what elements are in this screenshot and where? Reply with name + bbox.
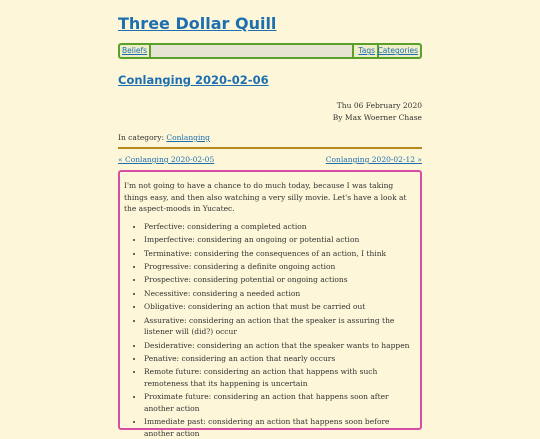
list-item: • Prospective: considering potential or ongoing actions xyxy=(144,274,414,286)
list-item: • Terminative: considering the consequences of an action, I think xyxy=(144,248,414,260)
category-link[interactable]: Conlanging xyxy=(166,133,210,142)
post-author: By Max Woerner Chase xyxy=(332,113,422,122)
list-item: • Remote future: considering an action that happens with such remoteness that its happening is uncertain xyxy=(144,366,414,389)
divider xyxy=(118,147,422,149)
list-item: • Obligative: considering an action that must be carried out xyxy=(144,301,414,313)
post-navigation xyxy=(118,155,422,166)
list-item: • Immediate past: considering an action that happens soon before another action xyxy=(144,416,414,439)
post-title-link[interactable]: Conlanging 2020-02-06 xyxy=(118,73,269,87)
category-prefix: In category: xyxy=(118,133,167,142)
list-item: • Imperfective: considering an ongoing or potential action xyxy=(144,234,414,246)
list-item: • Necessitive: considering a needed action xyxy=(144,288,414,300)
next-post-link[interactable]: Conlanging 2020-02-12 » xyxy=(325,155,422,164)
list-item: • Assurative: considering an action that the speaker is assuring the listener will (did?) occur xyxy=(144,315,414,338)
nav-beliefs-link[interactable]: Beliefs xyxy=(122,46,148,55)
post-intro: I'm not going to have a chance to do much today, because I was taking things easy, and then also watching a very silly movie. Let's have a look at the aspect-moods in Yucatec. xyxy=(124,181,407,214)
navbar xyxy=(118,43,422,59)
list-item: • Perfective: considering a completed action xyxy=(144,221,414,233)
nav-spacer xyxy=(149,45,354,57)
list-item: • Desiderative: considering an action that the speaker wants to happen xyxy=(144,340,414,352)
page xyxy=(118,0,422,438)
post-content xyxy=(118,170,422,438)
aspect-mood-list xyxy=(124,221,414,439)
post-date: Thu 06 February 2020 xyxy=(336,101,422,110)
post-category xyxy=(118,133,422,142)
post-meta xyxy=(118,100,422,124)
list-item: • Progressive: considering a definite ongoing action xyxy=(144,261,414,273)
nav-tags-link[interactable]: Tags xyxy=(358,46,375,55)
nav-categories-link[interactable]: Categories xyxy=(377,46,418,55)
list-item: • Proximate future: considering an action that happens soon after another action xyxy=(144,391,414,414)
list-item: • Penative: considering an action that nearly occurs xyxy=(144,353,414,365)
site-title-link[interactable]: Three Dollar Quill xyxy=(118,14,277,33)
prev-post-link[interactable]: « Conlanging 2020-02-05 xyxy=(118,155,215,164)
